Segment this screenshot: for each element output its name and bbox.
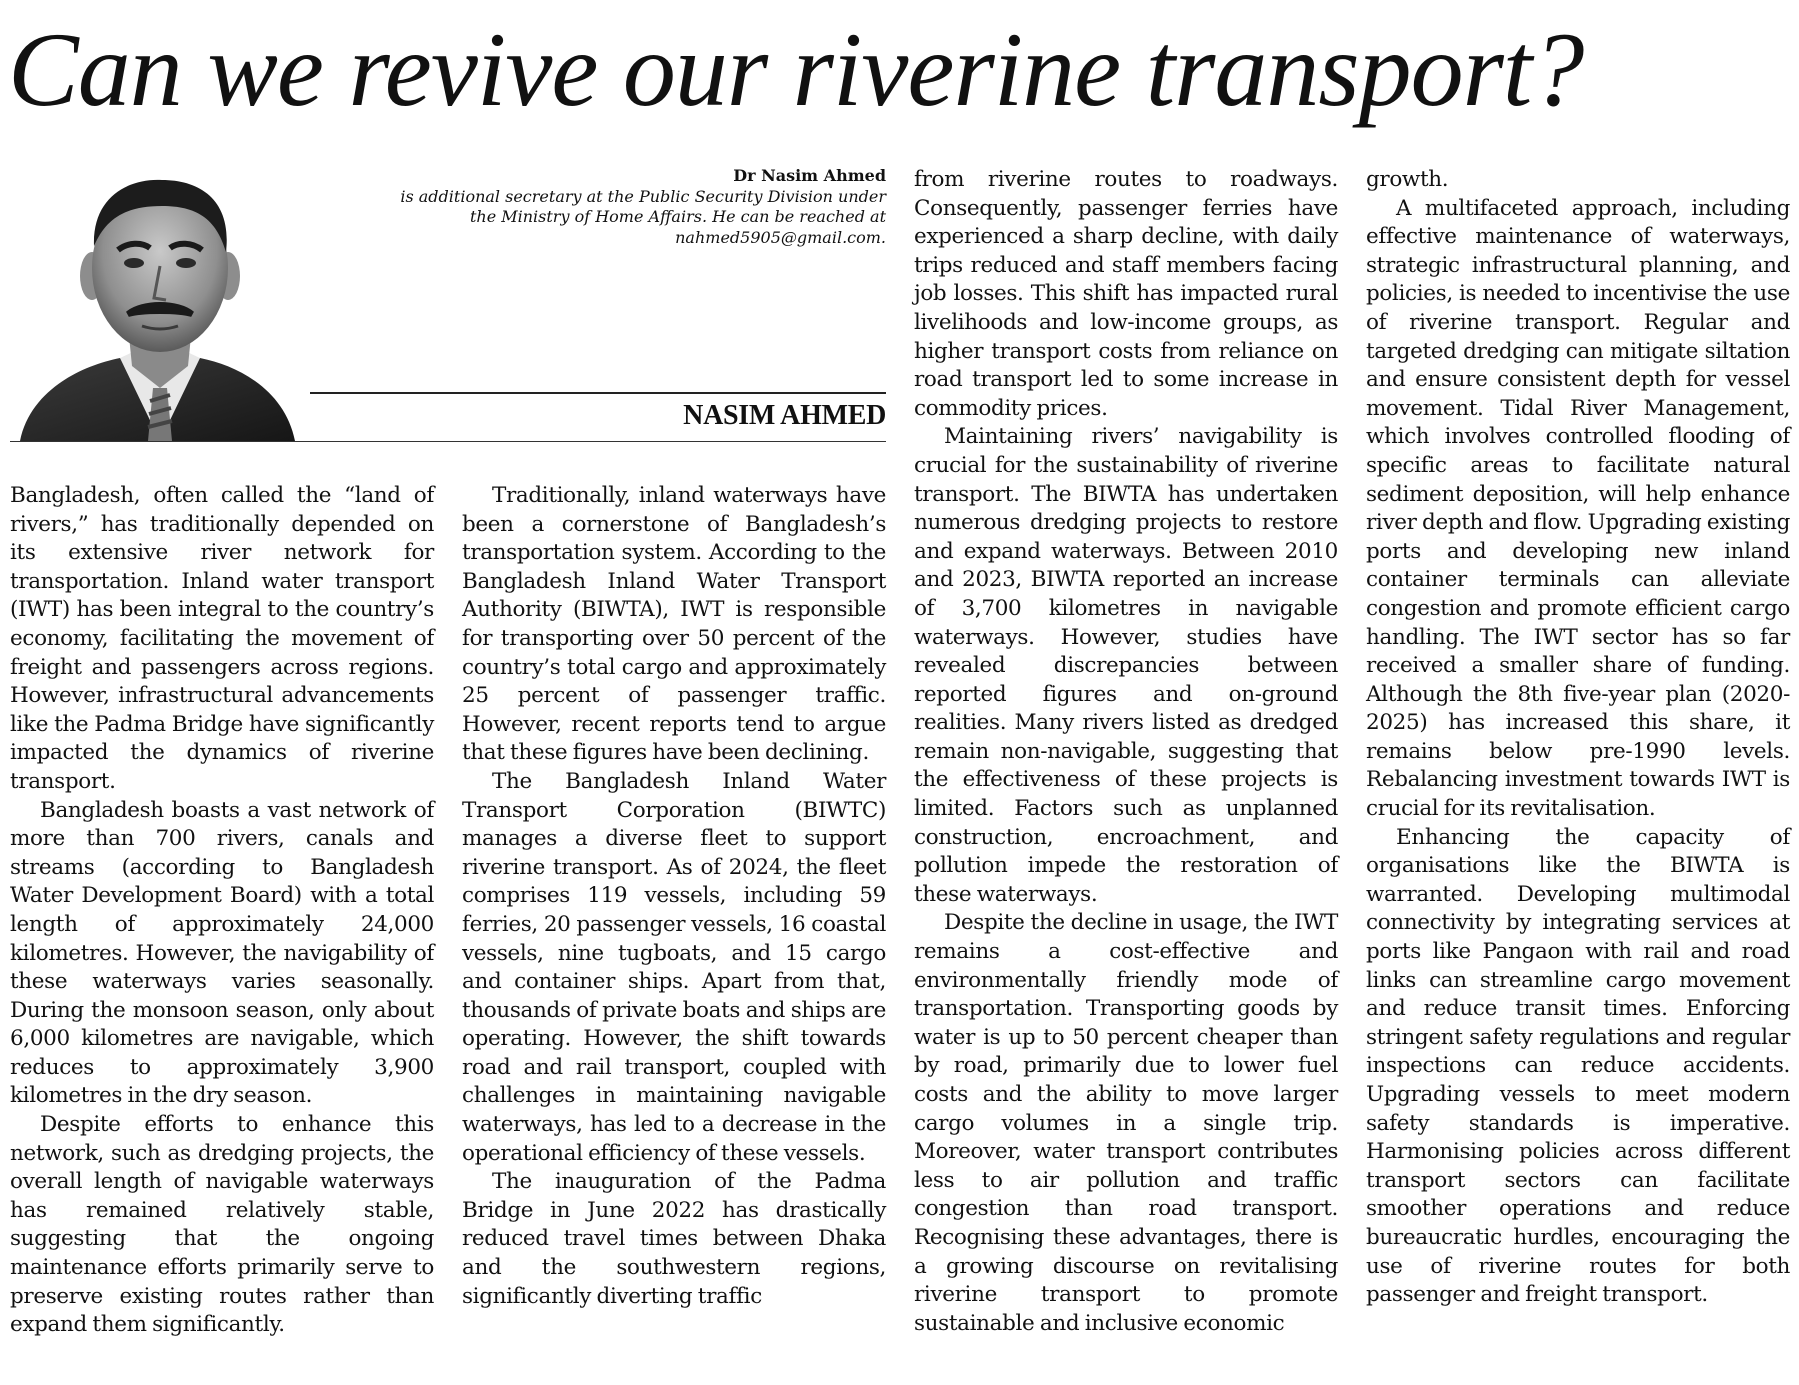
paragraph: growth. bbox=[1366, 167, 1449, 192]
paragraph: Despite efforts to enhance this network, such as dredging projects, the overall length of navigable waterways has remained relatively stable, suggesting that the ongoing maintenance efforts primarily serve to preserve existing routes rather than expand them significantly. bbox=[10, 1112, 434, 1338]
paragraph: The inauguration of the Padma Bridge in June 2022 has drastically reduced travel times between Dhaka and the southwestern regions, significantly diverting traffic bbox=[462, 1169, 886, 1309]
paragraph: Bangladesh boasts a vast network of more than 700 rivers, canals and streams (according to Bangladesh Water Development Board) with a total length of approximately 24,000 kilometres. However, the navigability of these waterways varies seasonally. During the monsoon season, only about 6,000 kilometres are navigable, which reduces to approximately 3,900 kilometres in the dry season. bbox=[10, 797, 434, 1109]
paragraph: A multifaceted approach, including effective maintenance of waterways, strategic infrastructural planning, and policies, is needed to incentivise the use of riverine transport. Regular and targeted dredging can mitigate siltation and ensure consistent depth for vessel movement. Tidal River Management, which involves controlled flooding of specific areas to facilitate natural sediment deposition, will help enhance river depth and flow. Upgrading existing ports and developing new inland container terminals can alleviate congestion and promote efficient cargo handling. The IWT sector has so far received a smaller share of funding. Although the 8th five-year plan (2020-2025) has increased this share, it remains below pre-1990 levels. Rebalancing investment towards IWT is crucial for its revitalisation. bbox=[1366, 195, 1790, 822]
article-column-3 bbox=[914, 166, 1338, 1338]
paragraph: Bangladesh, often called the “land of rivers,” has traditionally depended on its extensive river network for transportation. Inland water transport (IWT) has been integral to the country’s economy, facilitating the movement of freight and passengers across regions. However, infrastructural advancements like the Padma Bridge have significantly impacted the dynamics of riverine transport. bbox=[10, 483, 434, 794]
byline: NASIM AHMED bbox=[683, 400, 886, 431]
author-bio: is additional secretary at the Public Security Division under the Ministry of Home Affairs. He can be reached at nahmed5905@gmail.com. bbox=[400, 186, 886, 247]
author-name: Dr Nasim Ahmed bbox=[733, 166, 886, 185]
paragraph: Despite the decline in usage, the IWT remains a cost-effective and environmentally friendly mode of transportation. Transporting goods by water is up to 50 percent cheaper than by road, primarily due to lower fuel costs and the ability to move larger cargo volumes in a single trip. Moreover, water transport contributes less to air pollution and traffic congestion than road transport. Recognising these advantages, there is a growing discourse on revitalising riverine transport to promote sustainable and inclusive economic bbox=[914, 910, 1338, 1336]
paragraph: Enhancing the capacity of organisations like the BIWTA is warranted. Developing multimodal connectivity by integrating services at ports like Pangaon with rail and road links can streamline cargo movement and reduce transit times. Enforcing stringent safety regulations and regular inspections can reduce accidents. Upgrading vessels to meet modern safety standards is imperative. Harmonising policies across different transport sectors can facilitate smoother operations and reduce bureaucratic hurdles, encouraging the use of riverine routes for both passenger and freight transport. bbox=[1366, 824, 1790, 1308]
paragraph: Maintaining rivers’ navigability is crucial for the sustainability of riverine transport. The BIWTA has undertaken numerous dredging projects to restore and expand waterways. Between 2010 and 2023, BIWTA reported an increase of 3,700 kilometres in navigable waterways. However, studies have revealed discrepancies between reported figures and on-ground realities. Many rivers listed as dredged remain non-navigable, suggesting that the effectiveness of these projects is limited. Factors such as unplanned construction, encroachment, and pollution impede the restoration of these waterways. bbox=[914, 424, 1338, 907]
paragraph: from riverine routes to roadways. Consequently, passenger ferries have experienced a sharp decline, with daily trips reduced and staff members facing job losses. This shift has impacted rural livelihoods and low-income groups, as higher transport costs from reliance on road transport led to some increase in commodity prices. bbox=[914, 167, 1338, 421]
author-box bbox=[10, 166, 886, 441]
paragraph: The Bangladesh Inland Water Transport Corporation (BIWTC) manages a diverse fleet to support riverine transport. As of 2024, the fleet comprises 119 vessels, including 59 ferries, 20 passenger vessels, 16 coastal vessels, nine tugboats, and 15 cargo and container ships. Apart from that, thousands of private boats and ships are operating. However, the shift towards road and rail transport, coupled with challenges in maintaining navigable waterways, has led to a decrease in the operational efficiency of these vessels. bbox=[462, 768, 886, 1166]
author-portrait bbox=[10, 166, 300, 441]
divider bbox=[10, 441, 886, 442]
divider bbox=[310, 392, 886, 394]
author-info bbox=[386, 166, 886, 248]
headline: Can we revive our riverine transport? bbox=[8, 11, 1584, 128]
article-column-2 bbox=[462, 482, 886, 1311]
article-column-4 bbox=[1366, 166, 1790, 1310]
article-column-1 bbox=[10, 482, 434, 1340]
paragraph: Traditionally, inland waterways have been a cornerstone of Bangladesh’s transportation system. According to the Bangladesh Inland Water Transport Authority (BIWTA), IWT is responsible for transporting over 50 percent of the country’s total cargo and approximately 25 percent of passenger traffic. However, recent reports tend to argue that these figures have been declining. bbox=[462, 483, 886, 766]
